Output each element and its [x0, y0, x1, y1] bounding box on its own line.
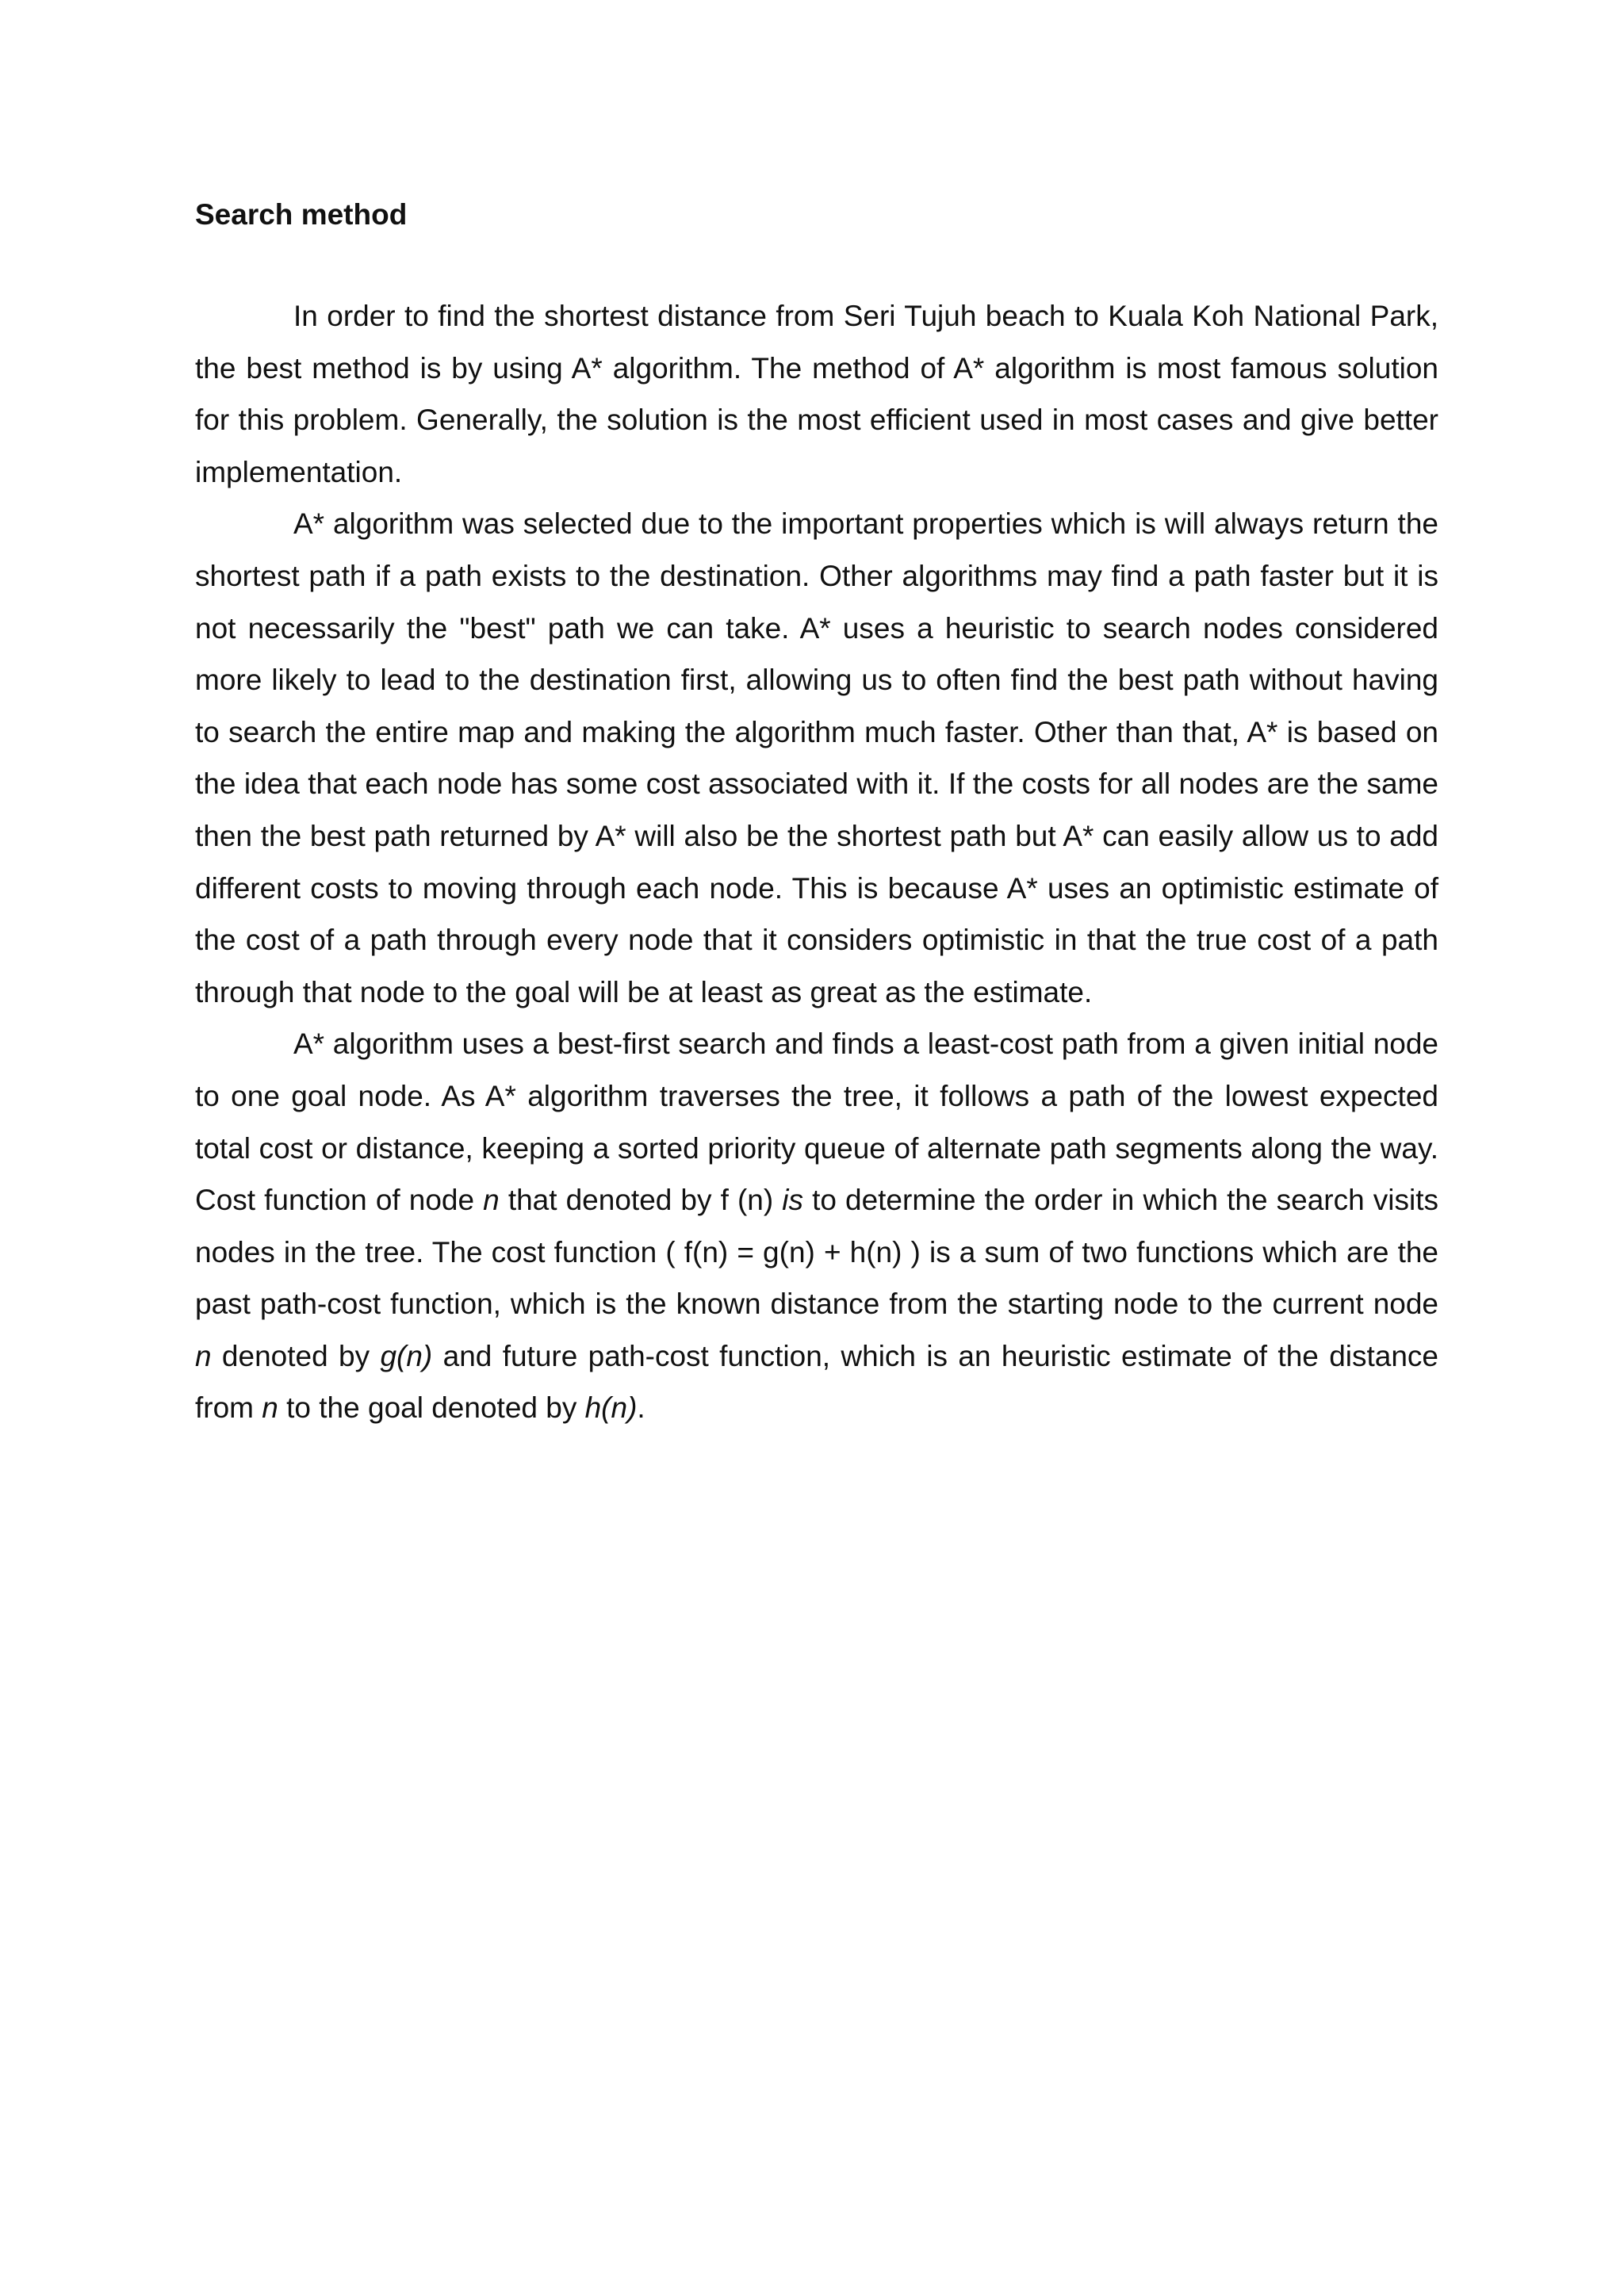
- paragraph-3-text: A* algorithm uses a best-first search and finds a least-cost path from a given initial node to one goal node. As A* algorithm traverses the tree, it follows a path of the lowest expected total cost or distance, keeping a sorted priority queue of alternate path segments along the way. Cost function of node: [195, 1027, 1438, 1217]
- document-body: [195, 189, 1438, 1434]
- italic-n: n: [195, 1339, 212, 1372]
- paragraph-2: A* algorithm was selected due to the important properties which is will always return the shortest path if a path exists to the destination. Other algorithms may find a path faster but it is not necessarily the "best" path we can take. A* uses a heuristic to search nodes considered more likely to lead to the destination first, allowing us to often find the best path without having to search the entire map and making the algorithm much faster. Other than that, A* is based on the idea that each node has some cost associated with it. If the costs for all nodes are the same then the best path returned by A* will also be the shortest path but A* can easily allow us to add different costs to moving through each node. This is because A* uses an optimistic estimate of the cost of a path through every node that it considers optimistic in that the true cost of a path through that node to the goal will be at least as great as the estimate.: [195, 507, 1438, 1008]
- italic-n: n: [483, 1184, 500, 1217]
- paragraph-3: [195, 1018, 1438, 1434]
- italic-h-of-n: h(n): [584, 1391, 638, 1425]
- paragraph-3-text: denoted by: [211, 1339, 381, 1372]
- section-heading: Search method: [195, 198, 408, 231]
- italic-n: n: [262, 1391, 278, 1425]
- paragraph-3-text: that denoted by f (n): [499, 1184, 783, 1217]
- italic-g-of-n: g(n): [380, 1339, 433, 1372]
- paragraph-3-text: .: [637, 1391, 645, 1425]
- paragraph-3-text: and future path-cost function, which is an heuristic estimate of the distance from: [195, 1339, 1439, 1425]
- italic-is: is: [782, 1184, 803, 1217]
- paragraph-3-text: to determine the order in which the search visits nodes in the tree. The cost function ( f(n) = g(n) + h(n) ) is a sum of two functions which are the past path-cost function, which is the known distance from the starting node to the current node: [195, 1184, 1438, 1321]
- paragraph-1: In order to find the shortest distance from Seri Tujuh beach to Kuala Koh National Park, the best method is by using A* algorithm. The method of A* algorithm is most famous solution for this problem. Generally, the solution is the most efficient used in most cases and give better implementation.: [195, 300, 1438, 488]
- paragraph-3-text: to the goal denoted by: [278, 1391, 585, 1425]
